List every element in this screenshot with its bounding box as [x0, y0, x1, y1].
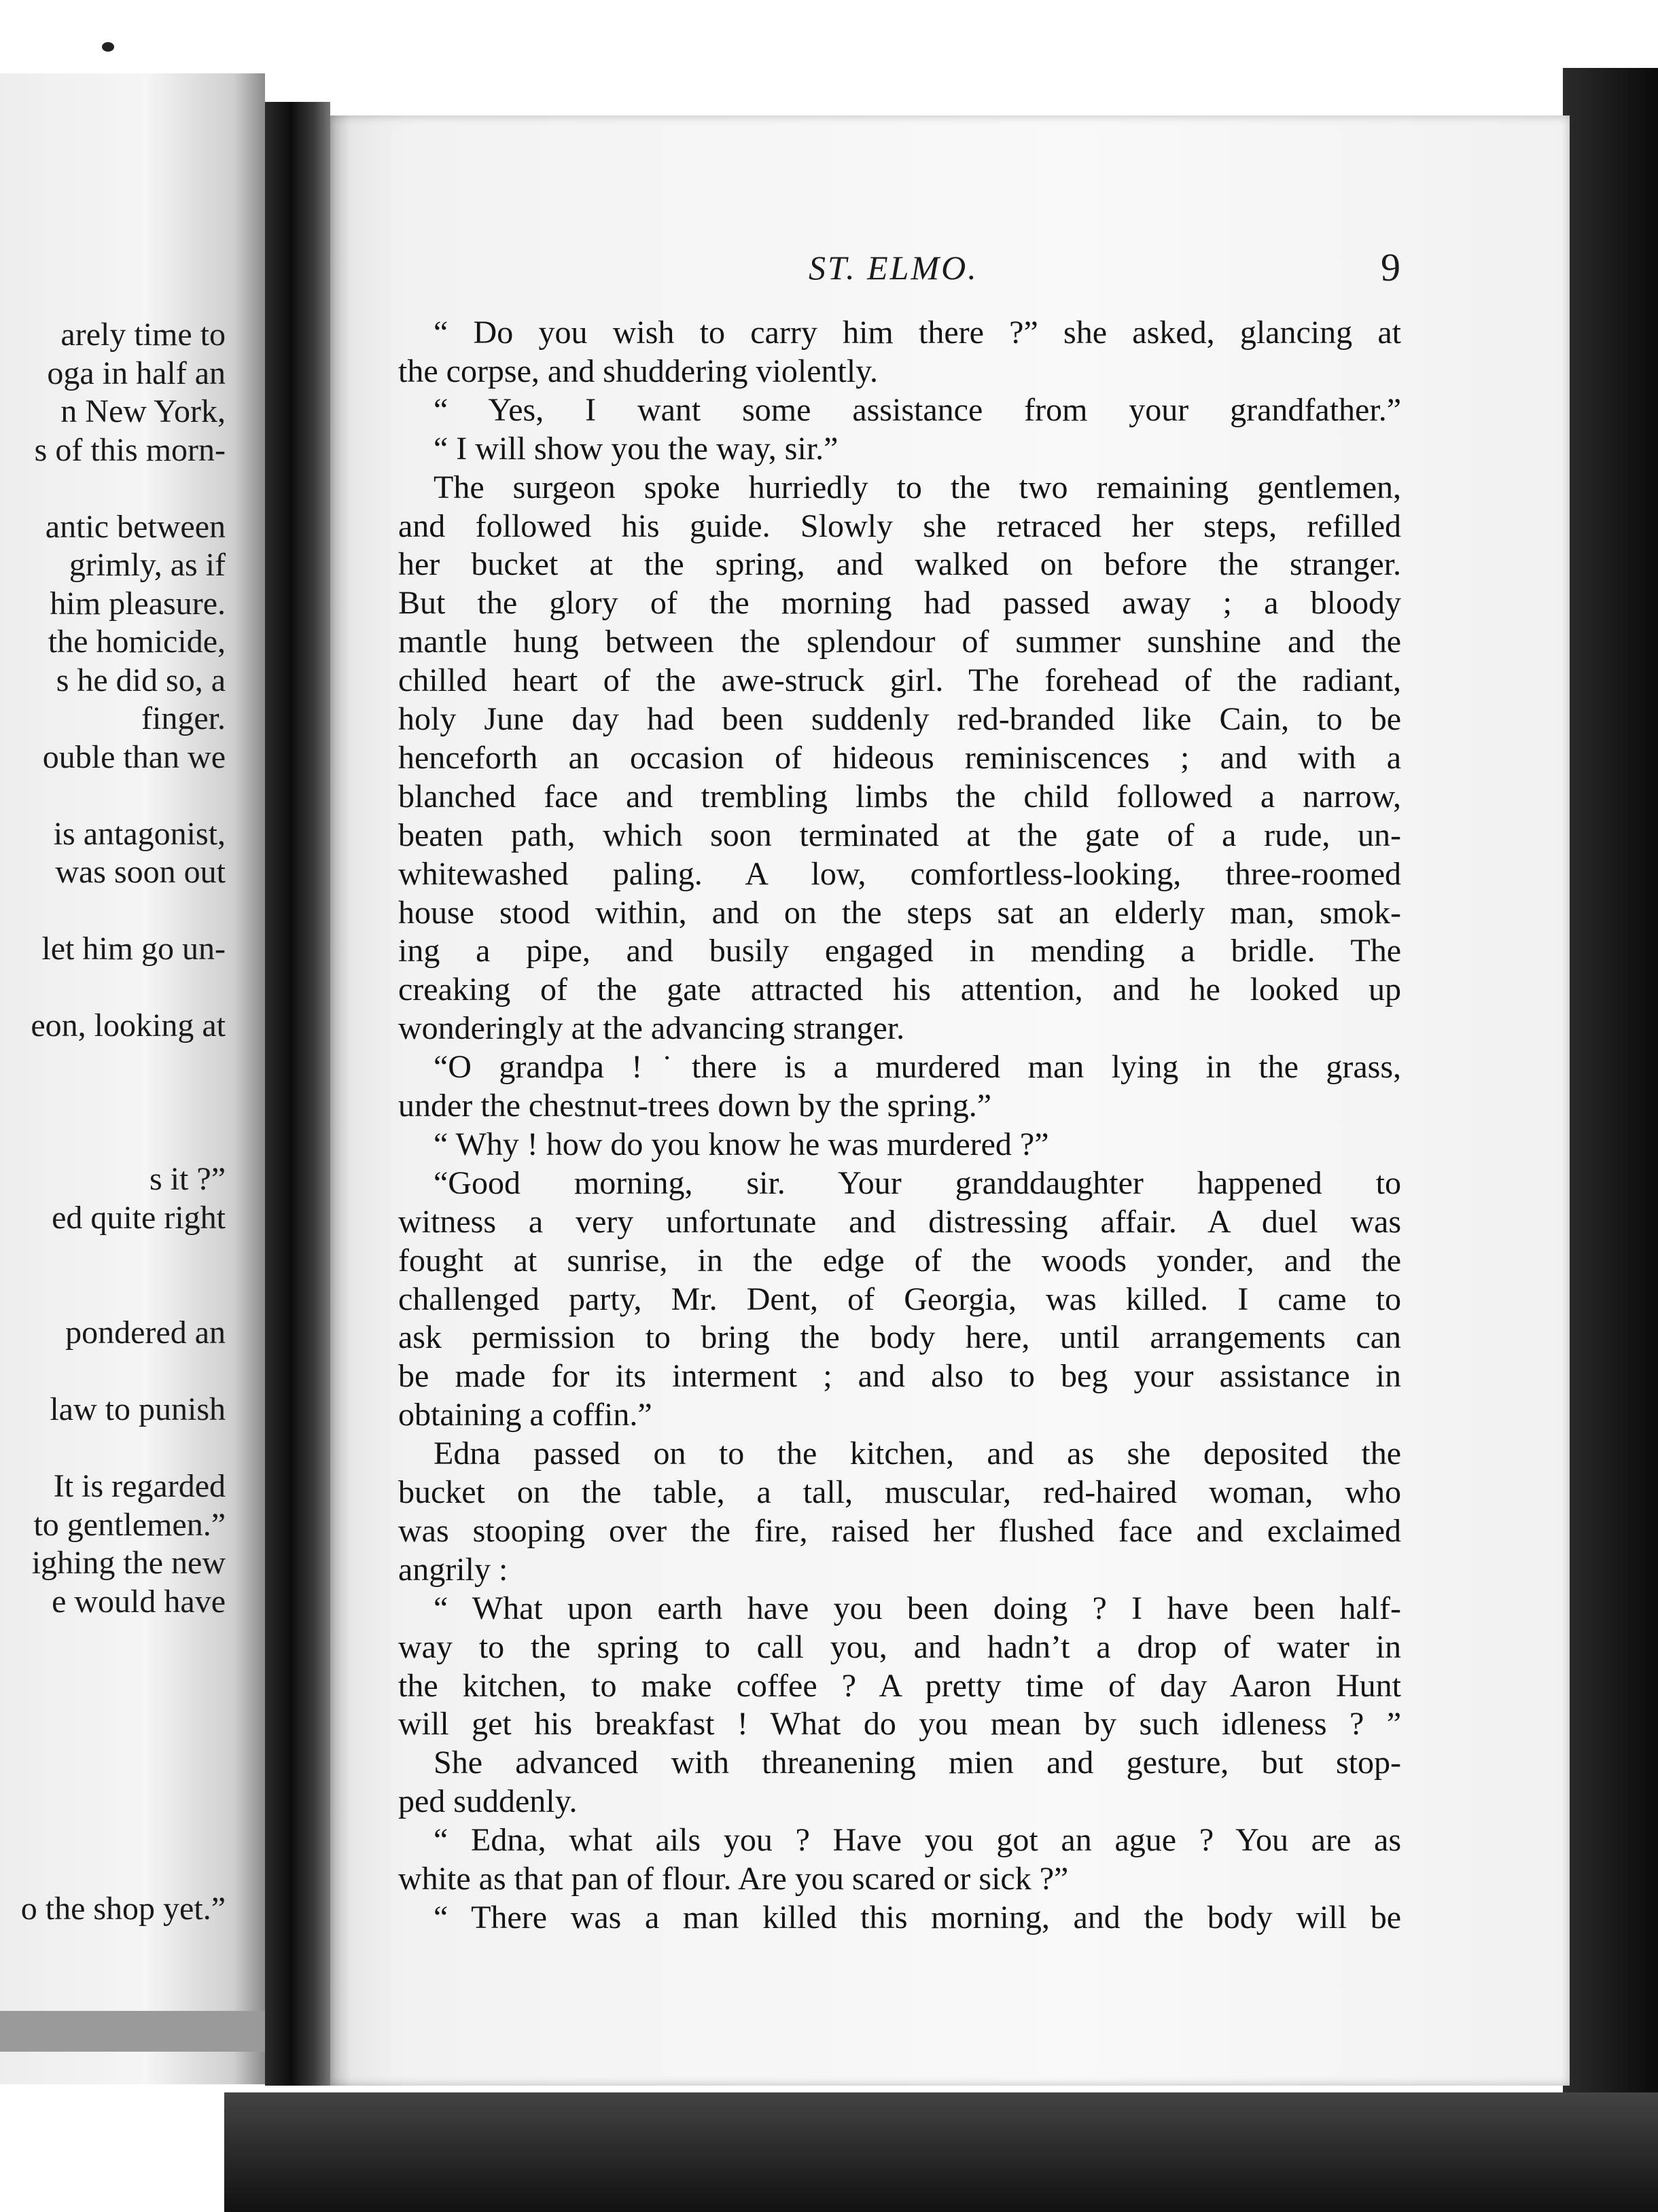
text-line: creaking of the gate attracted his attention, and he looked up [398, 971, 1401, 1007]
text-line: Edna passed on to the kitchen, and as she deposited the [434, 1435, 1401, 1471]
left-page-line: to gentlemen.” [33, 1507, 226, 1543]
left-page-line: oga in half an [47, 355, 226, 391]
text-line: wonderingly at the advancing stranger. [398, 1010, 905, 1046]
left-page-line: ouble than we [42, 739, 226, 775]
text-line: witness a very unfortunate and distressing affair. A duel was [398, 1204, 1401, 1240]
text-line: The surgeon spoke hurriedly to the two remaining gentlemen, [434, 469, 1401, 505]
left-page-line: eon, looking at [31, 1007, 226, 1043]
text-line: whitewashed paling. A low, comfortless-looking, three-roomed [398, 856, 1401, 892]
book-binding-edge [1563, 68, 1658, 2212]
scan-top-margin [0, 0, 1658, 68]
text-line: But the glory of the morning had passed away ; a bloody [398, 585, 1401, 621]
left-page-line: It is regarded [53, 1468, 226, 1504]
text-line: the corpse, and shuddering violently. [398, 353, 879, 389]
text-line: was stooping over the fire, raised her flushed face and exclaimed [398, 1513, 1401, 1549]
text-line: fought at sunrise, in the edge of the woods yonder, and the [398, 1243, 1401, 1279]
text-line: “ Why ! how do you know he was murdered ?” [434, 1126, 1049, 1162]
text-line: under the chestnut-trees down by the spring.” [398, 1088, 992, 1124]
left-page-line: antic between [45, 509, 226, 545]
text-line: challenged party, Mr. Dent, of Georgia, was killed. I came to [398, 1281, 1401, 1317]
text-line: ask permission to bring the body here, until arrangements can [398, 1319, 1401, 1355]
text-line: her bucket at the spring, and walked on before the stranger. [398, 546, 1401, 582]
left-page-line: s of this morn- [34, 432, 226, 468]
text-line: beaten path, which soon terminated at the gate of a rude, un- [398, 817, 1401, 853]
text-line: the kitchen, to make coffee ? A pretty time of day Aaron Hunt [398, 1668, 1401, 1704]
text-line: “O grandpa !˙there is a murdered man lying in the grass, [434, 1049, 1401, 1085]
left-page-line: finger. [141, 700, 226, 736]
book-gutter [265, 102, 330, 2086]
left-page-line: the homicide, [48, 624, 226, 660]
text-line: “Good morning, sir. Your granddaughter happened to [434, 1165, 1401, 1201]
left-page-line: n New York, [60, 393, 226, 429]
left-page-line: s he did so, a [56, 662, 226, 698]
left-page-line: pondered an [65, 1315, 226, 1351]
text-line: “ There was a man killed this morning, and the body will be [434, 1899, 1401, 1936]
left-page-line: is antagonist, [53, 816, 226, 852]
text-line: bucket on the table, a tall, muscular, red-haired woman, who [398, 1474, 1401, 1510]
text-line: “ Edna, what ails you ? Have you got an ague ? You are as [434, 1822, 1401, 1858]
text-line: “ What upon earth have you been doing ? I have been half- [434, 1590, 1401, 1626]
text-line: henceforth an occasion of hideous reminiscences ; and with a [398, 740, 1401, 776]
left-page-line: o the shop yet.” [20, 1891, 226, 1927]
left-page-line: s it ?” [149, 1161, 226, 1197]
text-line: way to the spring to call you, and hadn’t a drop of water in [398, 1629, 1401, 1665]
text-line: white as that pan of flour. Are you scared or sick ?” [398, 1861, 1069, 1897]
running-head: ST. ELMO. [809, 249, 978, 287]
text-line: mantle hung between the splendour of summer sunshine and the [398, 624, 1401, 660]
left-page-line: law to punish [50, 1391, 226, 1427]
left-page-edge [0, 2011, 265, 2052]
text-line: house stood within, and on the steps sat an elderly man, smok- [398, 895, 1401, 931]
text-line: be made for its interment ; and also to beg your assistance in [398, 1358, 1401, 1394]
text-line: ped suddenly. [398, 1783, 578, 1819]
page-number: 9 [1381, 245, 1400, 289]
left-page-line: was soon out [55, 854, 226, 890]
left-page-line: let him go un- [41, 931, 226, 967]
text-line: and followed his guide. Slowly she retraced her steps, refilled [398, 508, 1401, 544]
text-line: “ Do you wish to carry him there ?” she asked, glancing at [434, 315, 1401, 351]
left-page-line: ed quite right [52, 1200, 226, 1236]
text-line: ing a pipe, and busily engaged in mending a bridle. The [398, 933, 1401, 969]
book-bottom-edge [224, 2092, 1658, 2212]
left-page-line: him pleasure. [50, 586, 226, 622]
left-page-line: ighing the new [31, 1545, 226, 1581]
left-page-line: e would have [52, 1584, 226, 1620]
text-line: blanched face and trembling limbs the child followed a narrow, [398, 779, 1401, 815]
dust-speck [102, 42, 114, 52]
text-line: obtaining a coffin.” [398, 1397, 652, 1433]
text-line: She advanced with threanening mien and gesture, but stop- [434, 1745, 1401, 1781]
facing-left-page [0, 73, 265, 2084]
page-edge-shadow [330, 115, 351, 2086]
left-page-line: arely time to [60, 317, 226, 353]
text-line: “ I will show you the way, sir.” [434, 431, 839, 467]
text-line: angrily : [398, 1552, 508, 1588]
text-line: will get his breakfast ! What do you mean by such idleness ? ” [398, 1706, 1401, 1742]
text-line: holy June day had been suddenly red-branded like Cain, to be [398, 701, 1401, 737]
left-page-line: grimly, as if [69, 547, 226, 583]
text-line: chilled heart of the awe-struck girl. The forehead of the radiant, [398, 662, 1401, 698]
text-line: “ Yes, I want some assistance from your grandfather.” [434, 392, 1401, 428]
